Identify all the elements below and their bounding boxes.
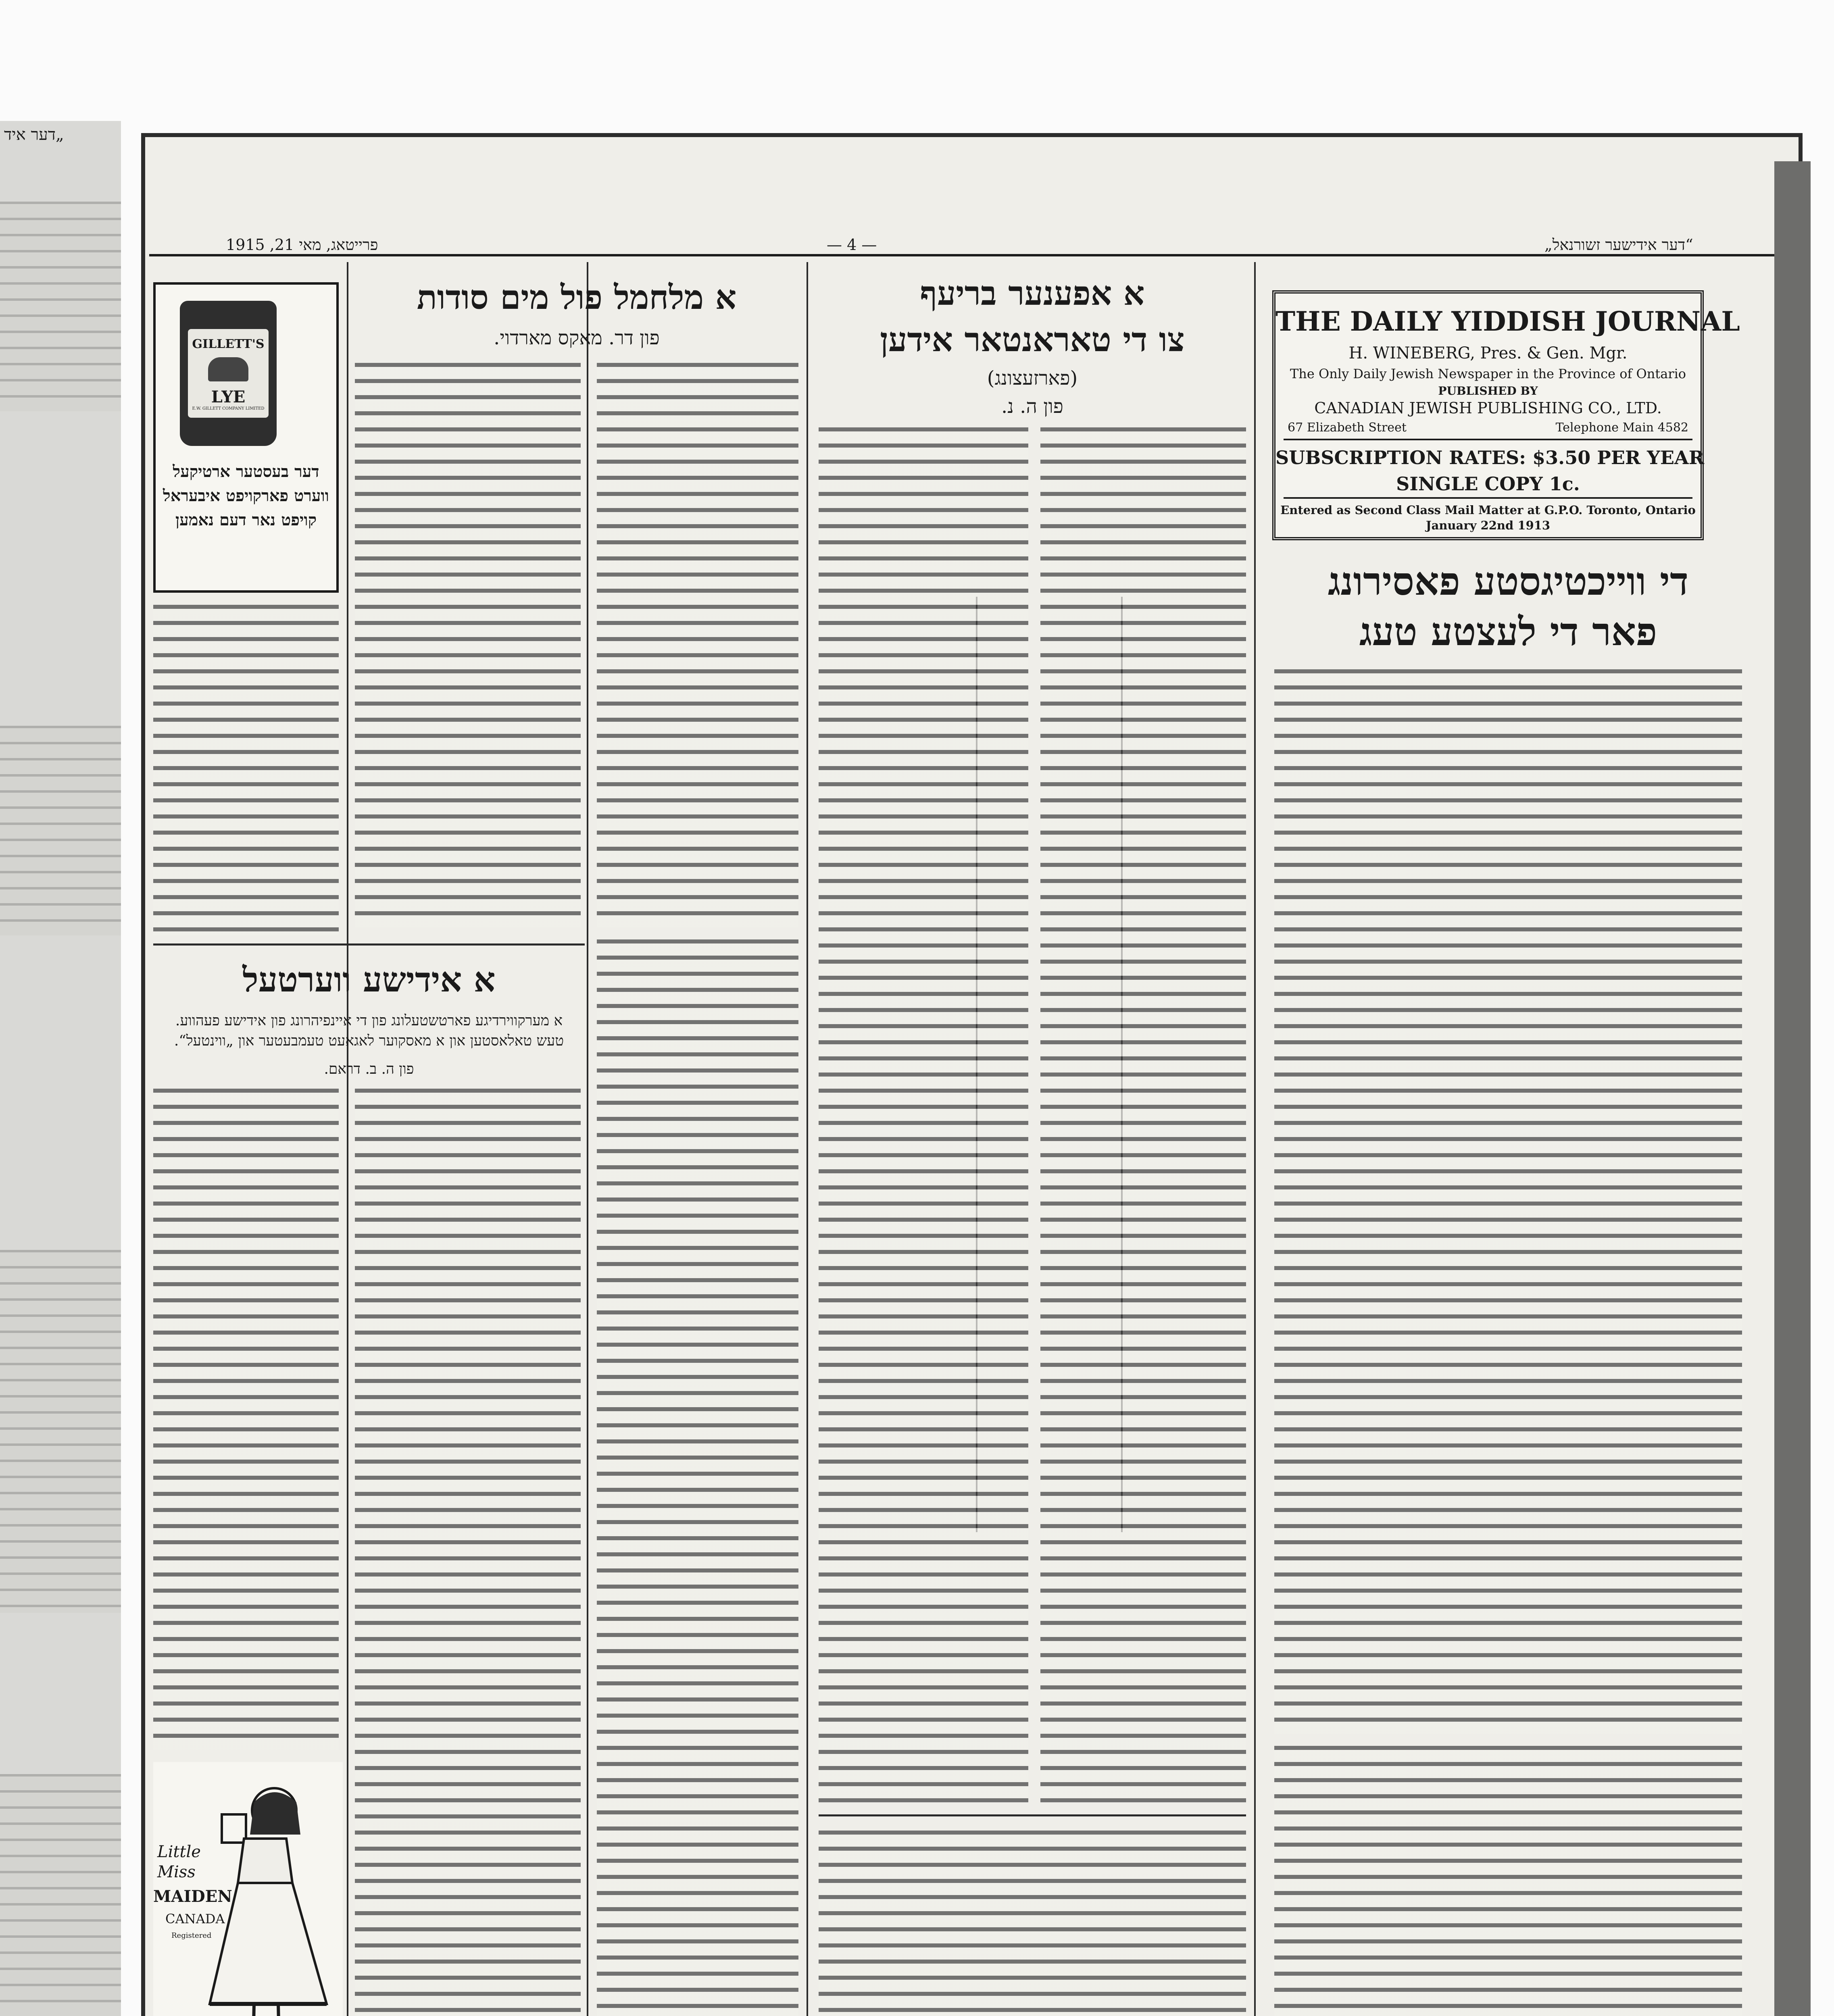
miss-label: Miss bbox=[157, 1863, 196, 1881]
story-subtitle-2: טעש טאלאסטען און א מאסקוער לאגאעט טעמבעטער און „ווינטעל“. bbox=[174, 1033, 564, 1049]
letter-byline: פון ה. נ. bbox=[1001, 395, 1063, 418]
little-label: Little bbox=[157, 1843, 201, 1861]
society-headline: א מלחמל פול מים סודות bbox=[417, 278, 737, 317]
article-rule bbox=[819, 1814, 1246, 1816]
editorial-body bbox=[1274, 1746, 1742, 2016]
editorial-headline-2: פאר די לעצטע טעג bbox=[1359, 609, 1657, 654]
gillett-caption-1: דער בעסטער ארטיקעל bbox=[173, 462, 319, 481]
can-label bbox=[188, 329, 269, 418]
continued-body bbox=[819, 1831, 1246, 2016]
running-head: „דער אידישער זשורנאל“ bbox=[1544, 236, 1693, 254]
masthead-box bbox=[1272, 290, 1740, 540]
society-body bbox=[597, 939, 798, 2016]
column-rule bbox=[1254, 262, 1256, 2016]
letter-body bbox=[1040, 427, 1246, 1802]
page-shadow bbox=[1774, 161, 1811, 2016]
gillett-brand: GILLETT'S bbox=[192, 337, 265, 351]
masthead-title: THE DAILY YIDDISH JOURNAL bbox=[1275, 306, 1740, 337]
letter-note: (פארזעצונג) bbox=[987, 367, 1078, 389]
letter-headline: א אפענער בריעף bbox=[920, 274, 1145, 313]
gillett-maker: E.W. GILLETT COMPANY LIMITED bbox=[192, 406, 265, 411]
maiden-label: MAIDEN bbox=[153, 1887, 232, 1906]
header-rule bbox=[149, 254, 1774, 256]
gillett-lye-ad bbox=[153, 282, 339, 593]
lion-icon bbox=[208, 357, 248, 381]
editorial-body bbox=[1274, 669, 1742, 1734]
society-body bbox=[597, 363, 798, 927]
page-number: — 4 — bbox=[827, 236, 877, 254]
article-rule bbox=[153, 943, 585, 946]
previous-page-text bbox=[0, 202, 121, 411]
publisher-name: H. WINEBERG, Pres. & Gen. Mgr. bbox=[1348, 344, 1628, 362]
masthead-telephone: Telephone Main 4582 bbox=[1555, 421, 1688, 435]
society-body bbox=[355, 363, 581, 927]
subscription-rates: SUBSCRIPTION RATES: $3.50 PER YEAR bbox=[1275, 447, 1704, 469]
story-headline: א אידישע ווערטעל bbox=[242, 960, 496, 1000]
letter-body bbox=[819, 427, 1028, 1802]
entry-date: January 22nd 1913 bbox=[1426, 519, 1551, 532]
lye-can-image bbox=[180, 301, 277, 446]
issue-date: פרייטאג, מאי 21, 1915 bbox=[226, 236, 378, 254]
letter-headline-2: צו די טאראנטאר אידען bbox=[880, 321, 1185, 359]
masthead-address: 67 Elizabeth Street bbox=[1288, 421, 1407, 435]
canada-label: CANADA bbox=[165, 1911, 225, 1926]
previous-page-running-head: „דער איד bbox=[4, 125, 64, 144]
masthead-rule bbox=[1284, 439, 1692, 440]
column-rule bbox=[347, 262, 348, 2016]
editorial-headline: די ווייכטיגסטע פאסירונג bbox=[1328, 558, 1689, 604]
previous-page-text bbox=[0, 1774, 121, 2016]
society-byline: פון דר. מאקס מארדוי. bbox=[494, 327, 660, 349]
column-body bbox=[153, 605, 339, 935]
story-subtitle-1: א מערקווירדיגע פארטשטעלונג פון די איינפיהרונג פון אידישע פעהווע. bbox=[175, 1012, 563, 1029]
column-rule bbox=[587, 262, 588, 2016]
masthead-tagline: The Only Daily Jewish Newspaper in the Province of Ontario bbox=[1290, 366, 1686, 381]
lye-product: LYE bbox=[211, 387, 246, 406]
column-rule bbox=[807, 262, 808, 2016]
gillett-caption-2: ווערט פארקויפט איבעראל bbox=[163, 486, 329, 505]
story-byline: פון ה. ב. דראם. bbox=[324, 1061, 414, 1077]
previous-page-edge bbox=[0, 121, 121, 2016]
cowans-cocoa-ad bbox=[153, 1762, 343, 2016]
registered-label: Registered bbox=[171, 1931, 212, 1940]
story-body bbox=[355, 1089, 581, 2016]
publishing-company: CANADIAN JEWISH PUBLISHING CO., LTD. bbox=[1314, 399, 1662, 417]
previous-page-text bbox=[0, 726, 121, 935]
published-by: PUBLISHED BY bbox=[1438, 384, 1538, 398]
gillett-caption-3: קויפט נאר דעם נאמען bbox=[175, 510, 317, 529]
single-copy-price: SINGLE COPY 1c. bbox=[1396, 473, 1580, 495]
story-body bbox=[153, 1089, 339, 1750]
entry-notice: Entered as Second Class Mail Matter at G.P.O. Toronto, Ontario bbox=[1280, 503, 1696, 517]
previous-page-text bbox=[0, 1250, 121, 1613]
masthead-rule bbox=[1284, 497, 1692, 499]
